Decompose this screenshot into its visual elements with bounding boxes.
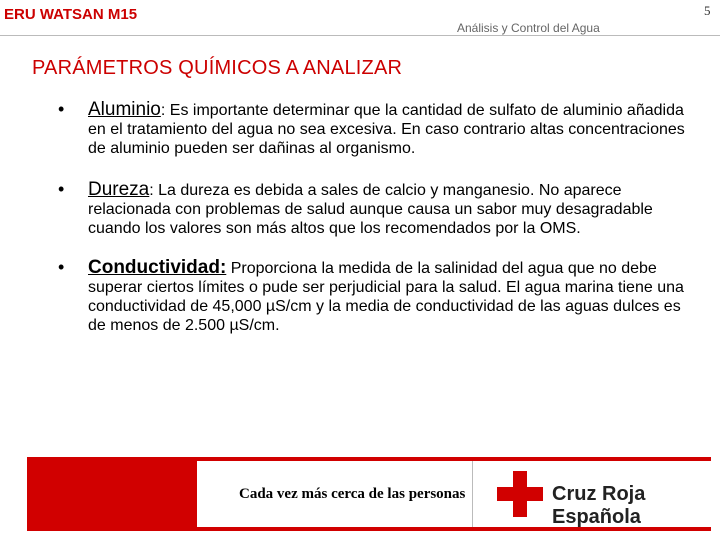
header-divider <box>0 35 720 36</box>
bullet-term: Dureza <box>88 179 150 200</box>
bullet-list <box>58 100 698 335</box>
bullet-dot-icon: • <box>58 257 65 277</box>
header-title: ERU WATSAN M15 <box>4 6 138 23</box>
section-title: PARÁMETROS QUÍMICOS A ANALIZAR <box>32 57 403 79</box>
red-cross-icon <box>497 471 543 517</box>
banner-panel <box>197 461 711 527</box>
bullet-text: : La dureza es debida a sales de calcio y manganesio. No aparece relacionada con problemas de salud aunque causa un sabor muy desagradable cuando los valores son más altos que los recomendados por la OMS. <box>88 182 653 237</box>
bullet-term: Aluminio <box>88 99 161 120</box>
banner-divider <box>472 461 473 527</box>
bullet-dureza <box>58 180 698 238</box>
page-number: 5 <box>704 3 711 18</box>
bullet-text: : Es importante determinar que la cantidad de sulfato de aluminio añadida en el tratamiento del agua no sea excesiva. En caso contrario altas concentraciones de aluminio pueden ser dañinas al organismo. <box>88 102 685 157</box>
bullet-conductividad <box>58 258 698 335</box>
organization-name: Cruz Roja Española <box>552 483 646 528</box>
bullet-text: Proporciona la medida de la salinidad del agua que no debe superar ciertos límites o pude ser perjudicial para la salud. El agua marina tiene una conductividad de 45,000 µS/cm y la media de conductividad de las aguas dulces es de menos de 2.500 µS/cm. <box>88 260 684 334</box>
bullet-aluminio <box>58 100 698 158</box>
bullet-term: Conductividad: <box>88 257 227 278</box>
bullet-dot-icon: • <box>58 99 65 119</box>
header-subtitle: Análisis y Control del Agua <box>457 21 600 35</box>
banner-slogan: Cada vez más cerca de las personas <box>239 486 466 502</box>
footer-banner <box>27 457 711 531</box>
bullet-dot-icon: • <box>58 179 65 199</box>
